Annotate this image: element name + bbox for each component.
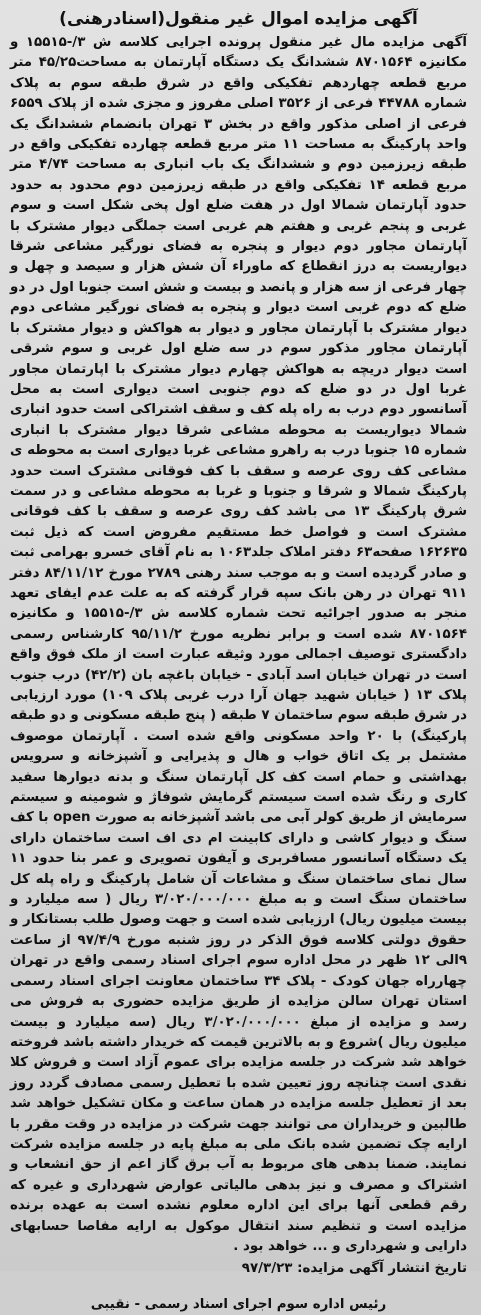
publication-date: تاریخ انتشار آگهی مزایده: ۹۷/۳/۲۳ [241,1261,467,1277]
notice-title: آگهی مزایده اموال غیر منقول(اسنادرهنی) [59,9,418,29]
notice-body: آگهی مزایده مال غیر منقول پرونده اجرایی کلاسه ش ۳/-۱۵۵۱۵ و مکانیزه ۸۷۰۱۵۶۴ ششدانگ یک دستگاه آپارتمان به مساحت۴۵/۲۵ متر مربع قطعه چهاردهم تفکیکی واقع در شرق طبقه سوم به پلاک شماره ۴۴۷۸۸ فرعی از ۳۵۲۶ اصلی مفروز و مجزی شده از پلاک ۶۵۵۹ فرعی از اصلی مذکور واقع در بخش ۳ تهران بانضمام ششدانگ یک واحد پارکینگ به مساحت ۱۱ متر مربع قطعه چهارده تفکیکی واقع در طبقه زیرزمین دوم و ششدانگ یک باب انباری به مساحت ۴/۷۴ متر مربع قطعه ۱۴ تفکیکی واقع در طبقه زیرزمین دوم محدود به حدود حدود آپارتمان شمالا اول در هفت ضلع اول پخی شکل است و سوم غربی و پنجم غربی و هفتم هم غربی است جملگی دیوار مشترک با آپارتمان مجاور دوم دیوار و پنجره به فضای نورگیر مشاعی شرقا دیواریست به درز انقطاع که ماوراء آن شش هزار و سیصد و چهل و چهار فرعی از سه هزار و پانصد و بیست و شش است جنوبا اول در دو ضلع که دوم غربی است دیوار و پنجره به فضای نورگیر مشاعی دوم دیوار مشترک با آپارتمان مجاور و دیوار به هواکش و دیوار مشترک با آپارتمان مجاور مذکور سوم در سه ضلع اول غربی و سوم شرقی است دیوار دریچه به هواکش چهارم دیوار مشترک با اپارتمان مجاور غربا اول در دو ضلع که دوم جنوبی است دیواری است به محل آسانسور دوم درب به راه پله کف و سقف اشتراکی است حدود انباری شمالا دیواریست به محوطه مشاعی شرقا دیوار مشترک با انباری شماره ۱۵ جنوبا درب به راهرو مشاعی غربا دیواری است به محوطه ی مشاعی کف روی عرصه و سقف با کف فوقانی مشترک است حدود پارکینگ شمالا و شرقا و جنوبا و غربا به محوطه مشاعی و در سمت شرق پارکینگ ۱۳ می باشد کف روی عرصه و سقف با کف فوقانی مشترک است و فواصل خط مستقیم مفروض است که ذیل ثبت ۱۶۲۶۳۵ صفحه۶۳ دفتر املاک جلد۱۰۶۳ به نام آقای خسرو بهرامی ثبت و صادر گردیده است و به موجب سند رهنی ۲۷۸۹ مورخ ۸۴/۱۱/۱۲ دفتر ۹۱۱ تهران در رهن بانک سپه قرار گرفته که به علت عدم ایفای تعهد منجر به صدور اجرائیه تحت شماره کلاسه ش ۳/-۱۵۵۱۵ و مکانیزه ۸۷۰۱۵۶۴ شده است و برابر نظریه مورخ ۹۵/۱۱/۲ کارشناس رسمی دادگستری توصیف اجمالی مورد وثیقه عبارت است از ملک فوق واقع است در تهران خیابان اسد آبادی - خیابان باغچه بان (۴۲/۲) درب جنوب پلاک ۱۳ ( خیابان شهید جهان آرا درب غربی پلاک ۱۰۹) مورد ارزیابی در شرق طبقه سوم ساختمان ۷ طبقه ( پنج طبقه مسکونی و دو طبقه پارکینگ) با ۲۰ واحد مسکونی واقع شده است . آپارتمان موصوف مشتمل بر یک اتاق خواب و هال و پذیرایی و آشپزخانه و سرویس بهداشتی و حمام است کف کل آپارتمان سنگ و بدنه دیوارها سفید کاری و رنگ شده است سیستم گرمایش شوفاژ و شومینه و سیستم سرمایش از طریق کولر آبی می باشد آشپزخانه به صورت open با کف سنگ و دیوار کاشی و دارای کابینت ام دی اف است ساختمان دارای یک دستگاه آسانسور مسافربری و آیفون تصویری و عمر بنا حدود ۱۱ سال نمای ساختمان سنگ و مشاعات آن شامل پارکینگ و راه پله کل ساختمان سنگ است و به مبلغ ۳/۰۲۰/۰۰۰/۰۰۰ ریال ( سه میلیارد و بیست میلیون ریال) ارزیابی شده است و جهت وصول طلب بستانکار و حقوق دولتی کلاسه فوق الذکر در روز شنبه مورخ ۹۷/۴/۹ از ساعت ۹الی ۱۲ ظهر در محل اداره سوم اجرای اسناد رسمی واقع در تهران چهارراه جهان کودک - پلاک ۳۴ ساختمان معاونت اجرای اسناد رسمی استان تهران سالن مزایده از طریق مزایده حضوری به فروش می رسد و مزایده از مبلغ ۳/۰۲۰/۰۰۰/۰۰۰ ریال (سه میلیارد و بیست میلیون ریال )شروع و به بالاترین قیمت که خریدار داشته باشد فروخته خواهد شد شرکت در جلسه مزایده برای عموم آزاد است و فروش کلا نقدی است چنانچه روز تعیین شده با تعطیل رسمی مصادف گردد روز بعد از تعطیل جلسه مزایده در همان ساعت و مکان تشکیل خواهد شد طالبین و خریداران می توانند جهت شرکت در مزایده در وقت مقرر با ارایه چک تضمین شده بانک ملی به مبلغ پایه در جلسه مزایده شرکت نمایند. ضمنا بدهی های مربوط به آب برق گاز اعم از حق انشعاب و اشتراک و مصرف و نیز بدهی مالیاتی عوارض شهرداری و غیره که رقم قطعی آنها برای این اداره معلوم نشده است به عهده برنده مزایده است و تنظیم سند انتقال موکول به ارایه مفاصا حسابهای دارایی و شهرداری و ... خواهد بود . [10,35,468,1254]
notice-signature: رئیس اداره سوم اجرای اسناد رسمی - نقیبی [90,1297,387,1313]
